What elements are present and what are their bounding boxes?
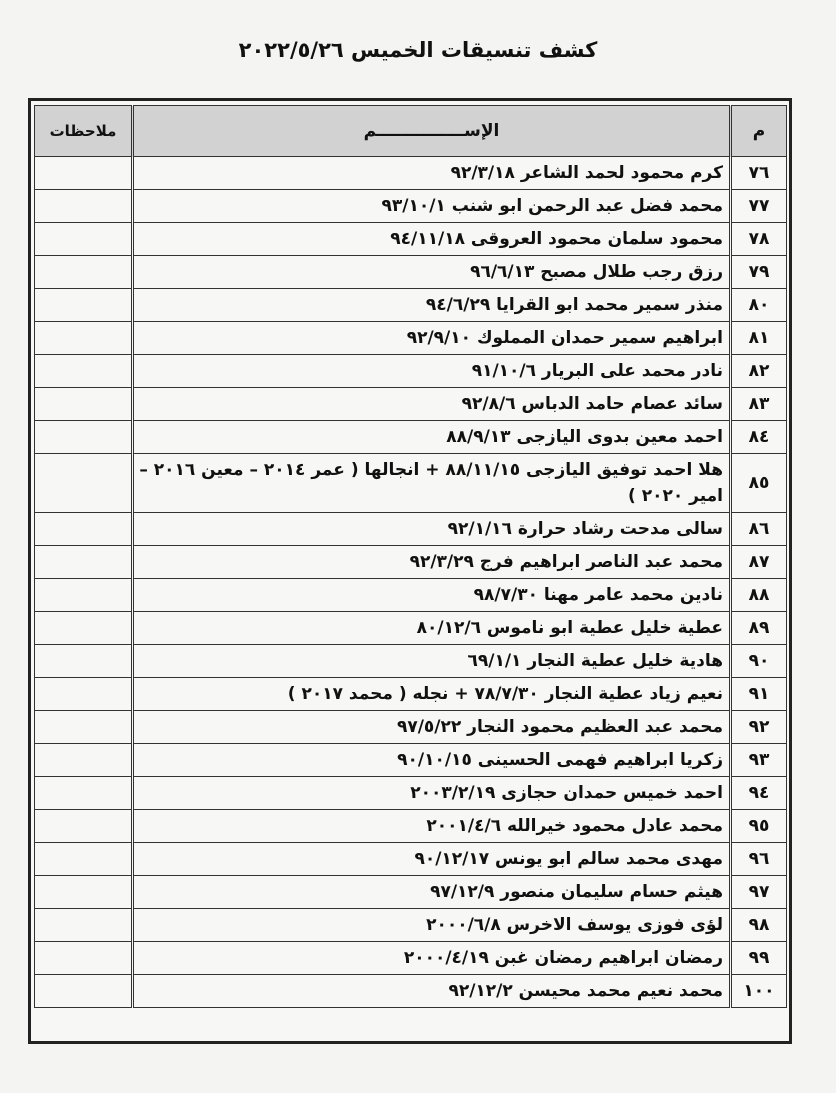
row-number: ٩٣ xyxy=(731,744,787,777)
row-number: ٨٠ xyxy=(731,289,787,322)
table-row xyxy=(35,454,787,513)
row-name: نعيم زياد عطية النجار ٧٨/٧/٣٠ + نجله ( محمد ٢٠١٧ ) xyxy=(133,678,731,711)
row-name: احمد خميس حمدان حجازى ٢٠٠٣/٢/١٩ xyxy=(133,777,731,810)
table-row xyxy=(35,777,787,810)
table-row xyxy=(35,190,787,223)
names-table xyxy=(34,105,787,1008)
row-name: سائد عصام حامد الدباس ٩٢/٨/٦ xyxy=(133,388,731,421)
row-notes xyxy=(35,612,133,645)
row-notes xyxy=(35,876,133,909)
row-notes xyxy=(35,513,133,546)
row-number: ٨١ xyxy=(731,322,787,355)
table-row xyxy=(35,744,787,777)
row-name: كرم محمود لحمد الشاعر ٩٢/٣/١٨ xyxy=(133,157,731,190)
row-number: ٨٥ xyxy=(731,454,787,513)
table-row xyxy=(35,876,787,909)
table-row xyxy=(35,579,787,612)
row-notes xyxy=(35,355,133,388)
table-row xyxy=(35,678,787,711)
row-number: ٩٦ xyxy=(731,843,787,876)
table-row xyxy=(35,645,787,678)
row-number: ٨٢ xyxy=(731,355,787,388)
row-notes xyxy=(35,421,133,454)
row-notes xyxy=(35,289,133,322)
row-name: نادين محمد عامر مهنا ٩٨/٧/٣٠ xyxy=(133,579,731,612)
row-notes xyxy=(35,777,133,810)
row-name: سالى مدحت رشاد حرارة ٩٢/١/١٦ xyxy=(133,513,731,546)
row-notes xyxy=(35,256,133,289)
row-notes xyxy=(35,454,133,513)
row-notes xyxy=(35,388,133,421)
row-notes xyxy=(35,223,133,256)
table-header-row xyxy=(35,106,787,157)
row-name: لؤى فوزى يوسف الاخرس ٢٠٠٠/٦/٨ xyxy=(133,909,731,942)
row-number: ٧٩ xyxy=(731,256,787,289)
row-name: احمد معين بدوى اليازجى ٨٨/٩/١٣ xyxy=(133,421,731,454)
row-number: ٩٩ xyxy=(731,942,787,975)
row-name: محمد عادل محمود خيرالله ٢٠٠١/٤/٦ xyxy=(133,810,731,843)
table-row xyxy=(35,975,787,1008)
table-row xyxy=(35,388,787,421)
table-row xyxy=(35,157,787,190)
row-number: ٩٠ xyxy=(731,645,787,678)
table-row xyxy=(35,810,787,843)
header-name: الإســـــــــــــــم xyxy=(133,106,731,157)
table-row xyxy=(35,711,787,744)
row-number: ٧٦ xyxy=(731,157,787,190)
page-title: كشف تنسيقات الخميس ٢٠٢٢/٥/٢٦ xyxy=(238,38,598,62)
row-number: ١٠٠ xyxy=(731,975,787,1008)
row-notes xyxy=(35,744,133,777)
row-number: ٨٤ xyxy=(731,421,787,454)
row-name: محمد عبد العظيم محمود النجار ٩٧/٥/٢٢ xyxy=(133,711,731,744)
table-row xyxy=(35,223,787,256)
table-row xyxy=(35,513,787,546)
row-notes xyxy=(35,843,133,876)
row-number: ٧٨ xyxy=(731,223,787,256)
table-row xyxy=(35,909,787,942)
row-number: ٨٣ xyxy=(731,388,787,421)
row-name: ابراهيم سمير حمدان المملوك ٩٢/٩/١٠ xyxy=(133,322,731,355)
row-name: رمضان ابراهيم رمضان غبن ٢٠٠٠/٤/١٩ xyxy=(133,942,731,975)
table-row xyxy=(35,355,787,388)
row-notes xyxy=(35,190,133,223)
row-notes xyxy=(35,546,133,579)
row-name: نادر محمد على البريار ٩١/١٠/٦ xyxy=(133,355,731,388)
row-name: هادية خليل عطية النجار ٦٩/١/١ xyxy=(133,645,731,678)
row-notes xyxy=(35,810,133,843)
table-row xyxy=(35,322,787,355)
row-number: ٨٧ xyxy=(731,546,787,579)
table-frame xyxy=(28,98,792,1044)
row-name: محمد عبد الناصر ابراهيم فرج ٩٢/٣/٢٩ xyxy=(133,546,731,579)
row-name: محمد نعيم محمد محيسن ٩٢/١٢/٢ xyxy=(133,975,731,1008)
row-notes xyxy=(35,579,133,612)
table-row xyxy=(35,546,787,579)
row-name: محمود سلمان محمود العروقى ٩٤/١١/١٨ xyxy=(133,223,731,256)
row-name: هلا احمد توفيق اليازجى ٨٨/١١/١٥ + انجالها ( عمر ٢٠١٤ – معين ٢٠١٦ – امير ٢٠٢٠ ) xyxy=(133,454,731,513)
row-name: هيثم حسام سليمان منصور ٩٧/١٢/٩ xyxy=(133,876,731,909)
row-number: ٩١ xyxy=(731,678,787,711)
row-notes xyxy=(35,711,133,744)
table-row xyxy=(35,289,787,322)
row-number: ٩٧ xyxy=(731,876,787,909)
table-row xyxy=(35,421,787,454)
row-name: عطية خليل عطية ابو ناموس ٨٠/١٢/٦ xyxy=(133,612,731,645)
row-notes xyxy=(35,909,133,942)
row-number: ٧٧ xyxy=(731,190,787,223)
row-number: ٩٢ xyxy=(731,711,787,744)
table-row xyxy=(35,843,787,876)
row-number: ٨٦ xyxy=(731,513,787,546)
row-notes xyxy=(35,678,133,711)
row-number: ٩٤ xyxy=(731,777,787,810)
row-name: مهدى محمد سالم ابو يونس ٩٠/١٢/١٧ xyxy=(133,843,731,876)
header-num: م xyxy=(731,106,787,157)
row-name: رزق رجب طلال مصبح ٩٦/٦/١٣ xyxy=(133,256,731,289)
row-name: محمد فضل عبد الرحمن ابو شنب ٩٣/١٠/١ xyxy=(133,190,731,223)
row-name: زكريا ابراهيم فهمى الحسينى ٩٠/١٠/١٥ xyxy=(133,744,731,777)
row-name: منذر سمير محمد ابو القرايا ٩٤/٦/٢٩ xyxy=(133,289,731,322)
row-notes xyxy=(35,157,133,190)
table-row xyxy=(35,612,787,645)
row-number: ٨٩ xyxy=(731,612,787,645)
table-row xyxy=(35,256,787,289)
row-number: ٩٨ xyxy=(731,909,787,942)
header-notes: ملاحظات xyxy=(35,106,133,157)
row-notes xyxy=(35,975,133,1008)
row-number: ٩٥ xyxy=(731,810,787,843)
table-row xyxy=(35,942,787,975)
row-notes xyxy=(35,942,133,975)
row-number: ٨٨ xyxy=(731,579,787,612)
row-notes xyxy=(35,322,133,355)
row-notes xyxy=(35,645,133,678)
